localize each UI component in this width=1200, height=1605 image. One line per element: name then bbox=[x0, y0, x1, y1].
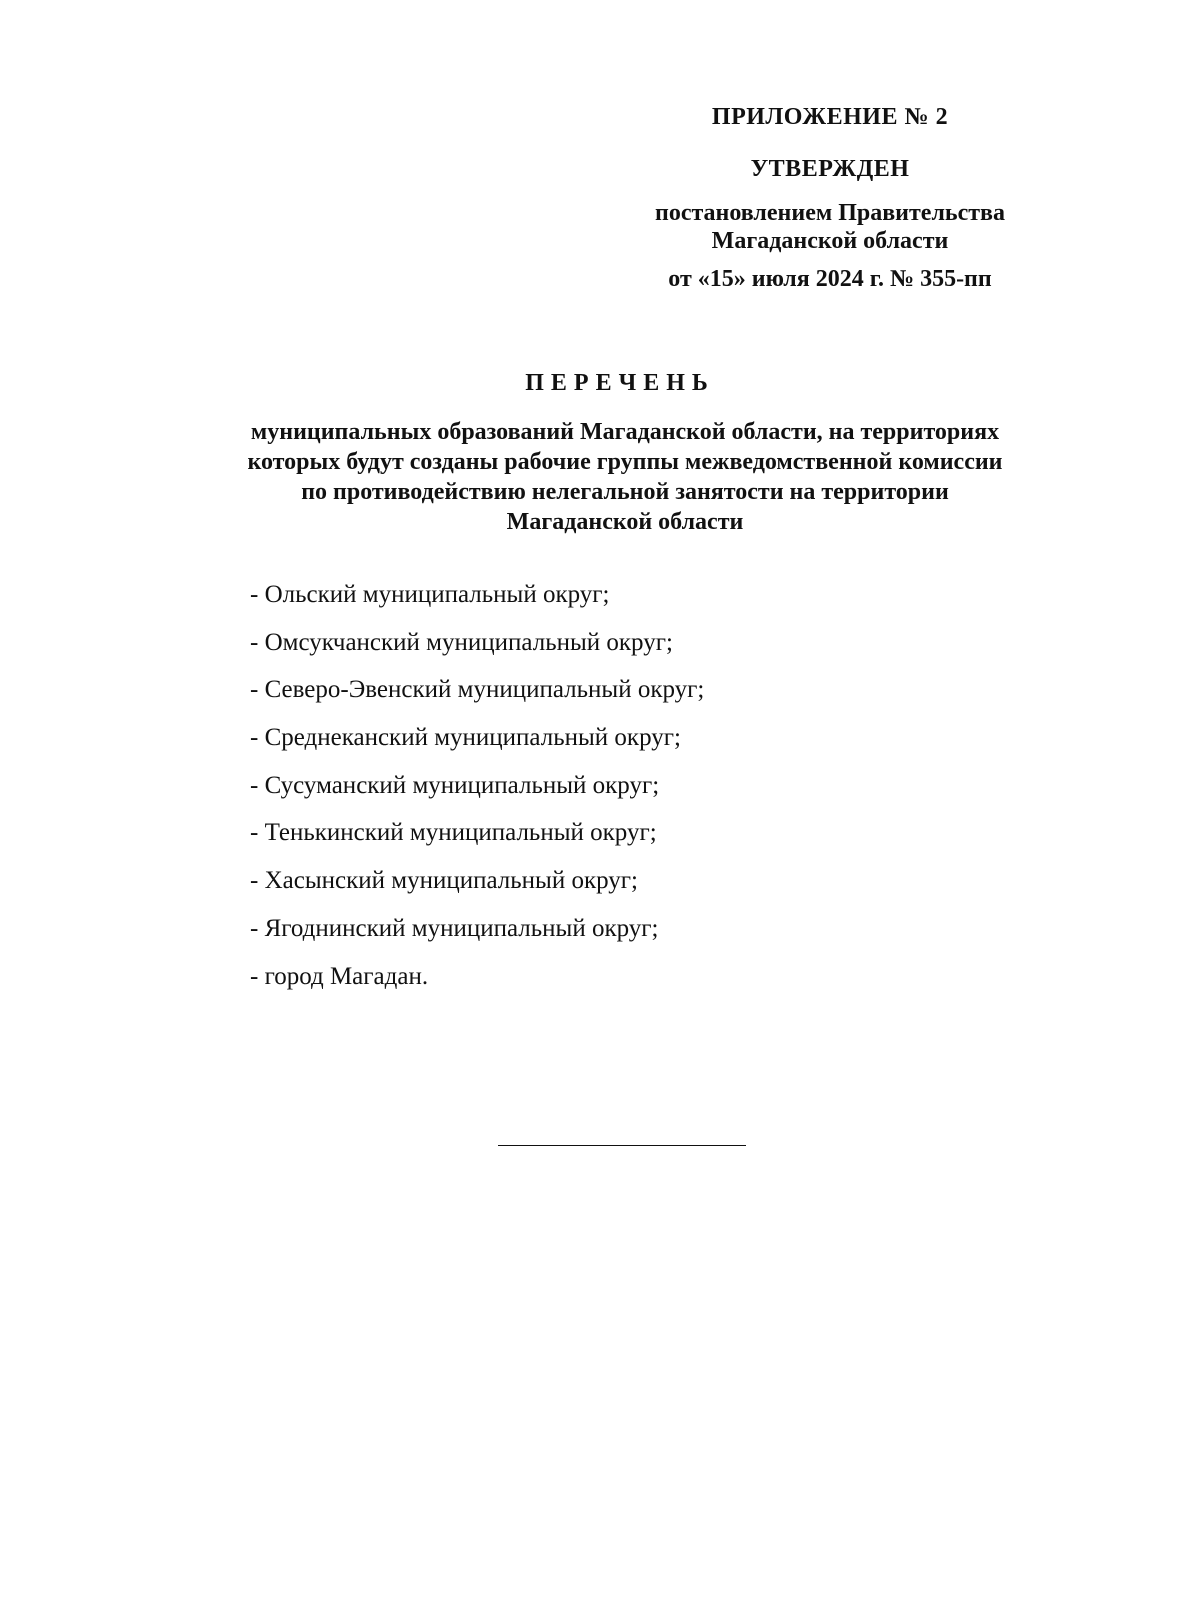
subtitle-line: которых будут созданы рабочие группы межведомственной комиссии bbox=[247, 449, 1003, 475]
end-divider bbox=[498, 1145, 746, 1146]
document-title: ПЕРЕЧЕНЬ bbox=[525, 370, 715, 396]
subtitle-line: муниципальных образований Магаданской области, на территориях bbox=[250, 419, 1000, 445]
approved-by-line-2: Магаданской области bbox=[711, 228, 949, 254]
list-item: - Ольский муниципальный округ; bbox=[250, 581, 610, 608]
list-item: - город Магадан. bbox=[250, 962, 429, 990]
list-item: - Сусуманский муниципальный округ; bbox=[250, 771, 660, 799]
list-item: - Северо-Эвенский муниципальный округ; bbox=[250, 676, 705, 704]
list-item: - Тенькинский муниципальный округ; bbox=[250, 819, 657, 847]
annex-label: ПРИЛОЖЕНИЕ № 2 bbox=[711, 104, 949, 130]
list-item: - Омсукчанский муниципальный округ; bbox=[250, 628, 673, 656]
approval-block bbox=[610, 103, 1050, 293]
list-item: - Ягоднинский муниципальный округ; bbox=[250, 914, 659, 942]
list-item: - Среднеканский муниципальный округ; bbox=[250, 724, 681, 752]
subtitle-line: Магаданской области bbox=[506, 509, 744, 535]
municipality-list bbox=[250, 579, 704, 1008]
approval-date-line: от «15» июля 2024 г. № 355-пп bbox=[668, 266, 992, 292]
list-item: - Хасынский муниципальный округ; bbox=[250, 867, 638, 895]
approved-by-line-1: постановлением Правительства bbox=[654, 200, 1005, 226]
document-subtitle bbox=[150, 417, 1100, 537]
subtitle-line: по противодействию нелегальной занятости на территории bbox=[301, 479, 949, 505]
approved-label: УТВЕРЖДЕН bbox=[750, 156, 910, 182]
